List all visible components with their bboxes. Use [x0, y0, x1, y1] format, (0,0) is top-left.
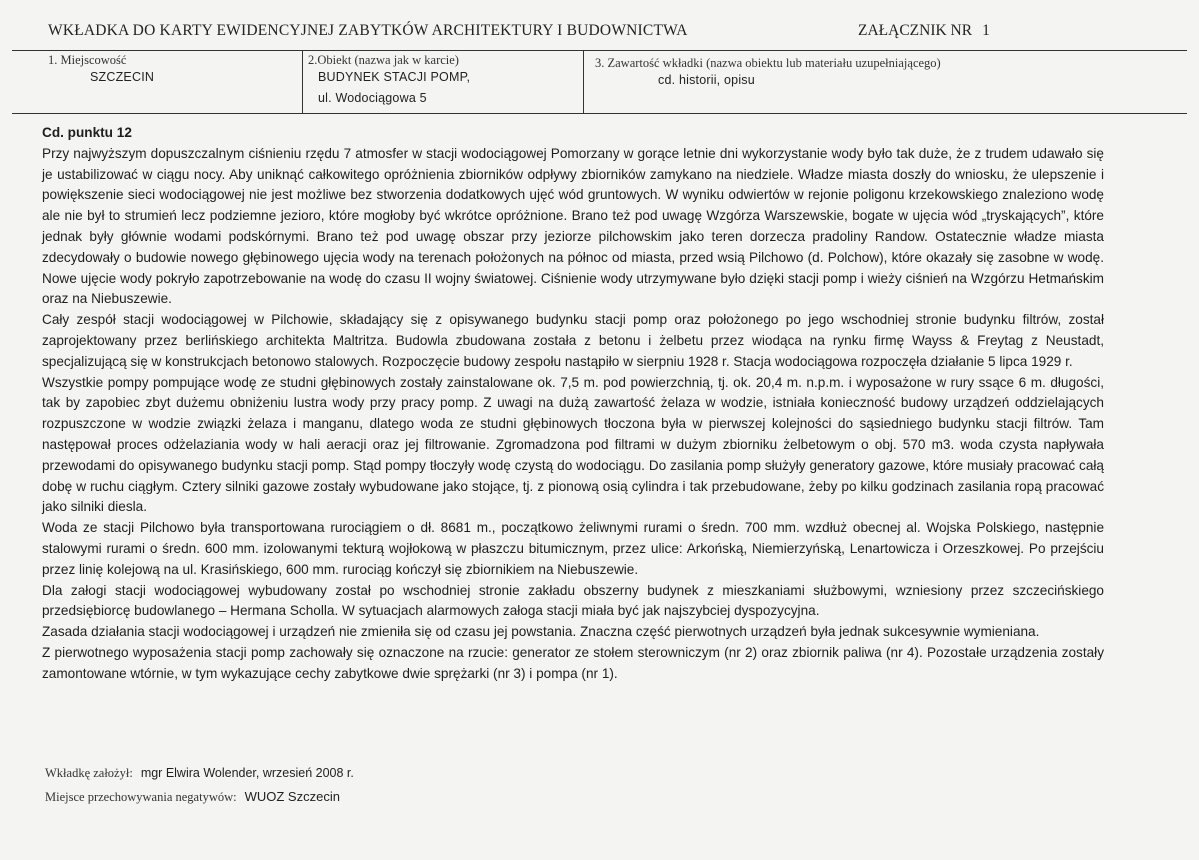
body-paragraph: Wszystkie pompy pompujące wodę ze studni głębinowych zostały zainstalowane ok. 7,5 m. pod powierzchnią, tj. ok. 20,4 m. n.p.m. i wyposażone w rury ssące 6 m. długości, tak by zapobiec zbyt dużemu obniżeniu lustra wody przy pracy pomp. Z uwagi na dużą zawartość żelaza w wodzie, istniała konieczność budowy urządzeń oddzielających rozpuszczone w wodzie związki żelaza i manganu, dlatego woda ze studni głębinowych tłoczona była w pierwszej kolejności do sąsiedniego budynku stacji filtrów. Tam następował proces odżelaziania wody w hali aeracji oraz jej filtrowanie. Zgromadzona pod filtrami w dużym zbiorniku żelbetowym o obj. 570 m3. woda czysta napływała przewodami do opisywanego budynku stacji pomp. Stąd pompy tłoczyły wodę czystą do wodociągu. Do zasilania pomp służyły generatory gazowe, które musiały pracować całą dobę w ruchu ciągłym. Cztery silniki gazowe zostały wybudowane jako stojące, tj. z pionową osią cylindra i tak przebudowane, żeby po kilku godzinach zasilania ropą pracować jako silniki diesla.: [42, 374, 1104, 515]
field-place-label: 1. Miejscowość: [48, 53, 127, 67]
section-title: Cd. punktu 12: [42, 125, 132, 140]
attachment-number: [858, 22, 990, 40]
footer-author-label: Wkładkę założył:: [45, 766, 133, 780]
body-paragraph: Dla załogi stacji wodociągowej wybudowany został po wschodniej stronie zakładu obszerny budynek z mieszkaniami służbowymi, wzniesiony przez szczecińskiego przedsiębiorcę budowlanego – Hermana Scholla. W sytuacjach alarmowych załoga stacji miała być jak najszybciej dyspozycyjna.: [42, 582, 1104, 619]
document-body: [42, 123, 1104, 685]
field-place: [12, 51, 303, 113]
document-title: WKŁADKA DO KARTY EWIDENCYJNEJ ZABYTKÓW ARCHITEKTURY I BUDOWNICTWA: [48, 22, 688, 39]
field-object-value-line1: BUDYNEK STACJI POMP,: [318, 70, 471, 84]
field-object: [304, 51, 584, 113]
footer-storage: [45, 789, 340, 805]
body-paragraph: Cały zespół stacji wodociągowej w Pilchowie, składający się z opisywanego budynku stacji pomp oraz położonego po jego wschodniej stronie budynku filtrów, został zaprojektowany przez berlińskiego architekta Maltritza. Budowla zbudowana została z betonu i żelbetu przez wiodąca na rynku firmę Wayss & Freytag z Neustadt, specjalizującą się w konstrukcjach betonowo stalowych. Rozpoczęcie budowy zespołu nastąpiło w sierpniu 1928 r. Stacja wodociągowa rozpoczęła działanie 5 lipca 1929 r.: [42, 312, 1104, 369]
body-paragraph: Zasada działania stacji wodociągowej i urządzeń nie zmieniła się od czasu jej powstania. Znaczna część pierwotnych urządzeń była jednak sukcesywnie wymieniana.: [42, 624, 1040, 640]
field-place-value: SZCZECIN: [90, 70, 155, 84]
body-paragraph: Woda ze stacji Pilchowo była transportowana rurociągiem o dł. 8681 m., początkowo żeliwnymi rurami o średn. 700 mm. wzdłuż obecnej al. Wojska Polskiego, następnie stalowymi rurami o średn. 600 mm. izolowanymi tekturą wojłokową w płaszczu bitumicznym, przez ulice: Arkońską, Niemierzyńską, Lenartowicza i Orzeszkowej. Po przejściu przez linię kolejową na ul. Krasińskiego, 600 mm. rurociąg kończył się zbiornikiem na Niebuszewie.: [42, 520, 1104, 577]
attachment-number-value: 1: [982, 22, 990, 39]
field-contents-label: 3. Zawartość wkładki (nazwa obiektu lub materiału uzupełniającego): [595, 56, 941, 70]
attachment-label: ZAŁĄCZNIK NR: [858, 22, 973, 39]
header-fields-table: [12, 50, 1187, 114]
footer-author: [45, 766, 354, 781]
footer-author-value: mgr Elwira Wolender, wrzesień 2008 r.: [140, 766, 354, 780]
field-object-value-line2: ul. Wodociągowa 5: [318, 91, 427, 105]
footer-storage-value: WUOZ Szczecin: [244, 789, 340, 804]
field-contents: [585, 51, 1185, 113]
body-paragraph: Z pierwotnego wyposażenia stacji pomp zachowały się oznaczone na rzucie: generator ze stołem sterowniczym (nr 2) oraz zbiornik paliwa (nr 4). Pozostałe urządzenia zostały zamontowane wtórnie, w tym wykazujące cechy zabytkowe dwie sprężarki (nr 3) i pompa (nr 1).: [42, 644, 1104, 681]
body-paragraph: Przy najwyższym dopuszczalnym ciśnieniu rzędu 7 atmosfer w stacji wodociągowej Pomorzany w gorące letnie dni wykorzystanie wody było tak duże, że z trudem udawało się je ustabilizować w ciągu nocy. Aby uniknąć całkowitego opróżnienia zbiorników odpływy zbiorników zamykano na niedziele. Władze miasta doszły do wniosku, że ulepszenie i powiększenie sieci wodociągowej nie jest możliwe bez stworzenia dodatkowych ujęć wód gruntowych. W wyniku odwiertów w rejonie poligonu krzekowskiego znaleziono wodę ale nie był to strumień lecz podziemne jezioro, które mogłoby być wkrótce opróżnione. Brano też pod uwagę Wzgórza Warszewskie, bogate w ujęcia wód „tryskających”, które jednak były głównie wodami podskórnymi. Brano też pod uwagę obszar przy jeziorze pilchowskim jako teren dorzecza pradoliny Randow. Ostatecznie władze miasta zdecydowały o budowie nowego głębinowego ujęcia wody na terenach położonych na północ od miasta, przed wsią Pilchowo (d. Polchow), które okazały się zasobne w wodę. Nowe ujęcie wody pokryło zapotrzebowanie na wodę do czasu II wojny światowej. Ciśnienie wody utrzymywane było dzięki stacji pomp i wieży ciśnień na Wzgórzu Hetmańskim oraz na Niebuszewie.: [42, 145, 1104, 307]
field-object-label: 2.Obiekt (nazwa jak w karcie): [308, 53, 459, 67]
footer-storage-label: Miejsce przechowywania negatywów:: [45, 790, 237, 804]
field-contents-value: cd. historii, opisu: [658, 73, 755, 87]
